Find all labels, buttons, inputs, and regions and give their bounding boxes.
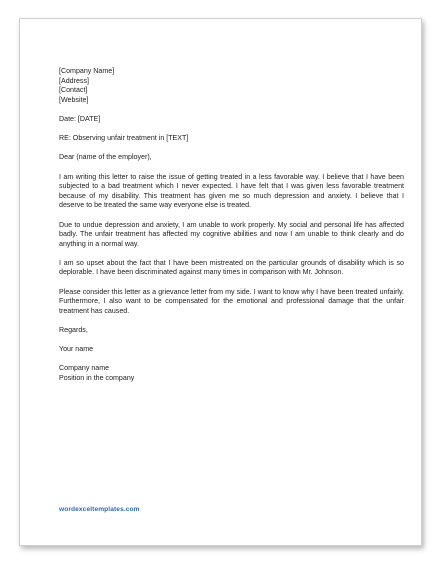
body-paragraph-1: I am writing this letter to raise the issue of getting treated in a less favorable way. I believe that I have been subjected to a bad treatment which I never expected. I have felt that I was given less favorable treatment because of my disability. This treatment has given me so much depression and anxiety. I believe that I deserve to be treated the same way everyone else is treated. xyxy=(59,172,404,210)
address: [Address] xyxy=(59,76,89,85)
body-paragraph-4: Please consider this letter as a grievance letter from my side. I want to know why I have been treated unfairly. Furthermore, I also want to be compensated for the emotional and professional damage that the unfair treatment has caused. xyxy=(59,287,404,315)
signature-position: Position in the company xyxy=(59,374,135,382)
letter-body xyxy=(59,67,404,384)
salutation: Dear (name of the employer), xyxy=(59,153,152,162)
signature-name: Your name xyxy=(59,345,94,354)
signature-block xyxy=(59,364,404,383)
sender-address-block xyxy=(59,67,404,105)
body-paragraph-2: Due to undue depression and anxiety, I am unable to work properly. My social and personal life has affected badly. The unfair treatment has affected my cognitive abilities and now I am unable to think clearly and do anything in a normal way. xyxy=(59,220,404,248)
company-name: [Company Name] xyxy=(59,67,115,75)
footer-website-link[interactable]: wordexceltemplates.com xyxy=(59,506,140,513)
letter-page xyxy=(19,18,422,546)
website: [Website] xyxy=(59,95,89,104)
signature-company: Company name xyxy=(59,364,110,373)
date-line: Date: [DATE] xyxy=(59,114,101,123)
contact: [Contact] xyxy=(59,86,88,95)
closing: Regards, xyxy=(59,326,88,335)
body-paragraph-3: I am so upset about the fact that I have been mistreated on the particular grounds of disability which is so deplorable. I have been discriminated against many times in comparison with Mr. Johnson. xyxy=(59,258,404,277)
subject-line: RE: Observing unfair treatment in [TEXT] xyxy=(59,134,189,143)
